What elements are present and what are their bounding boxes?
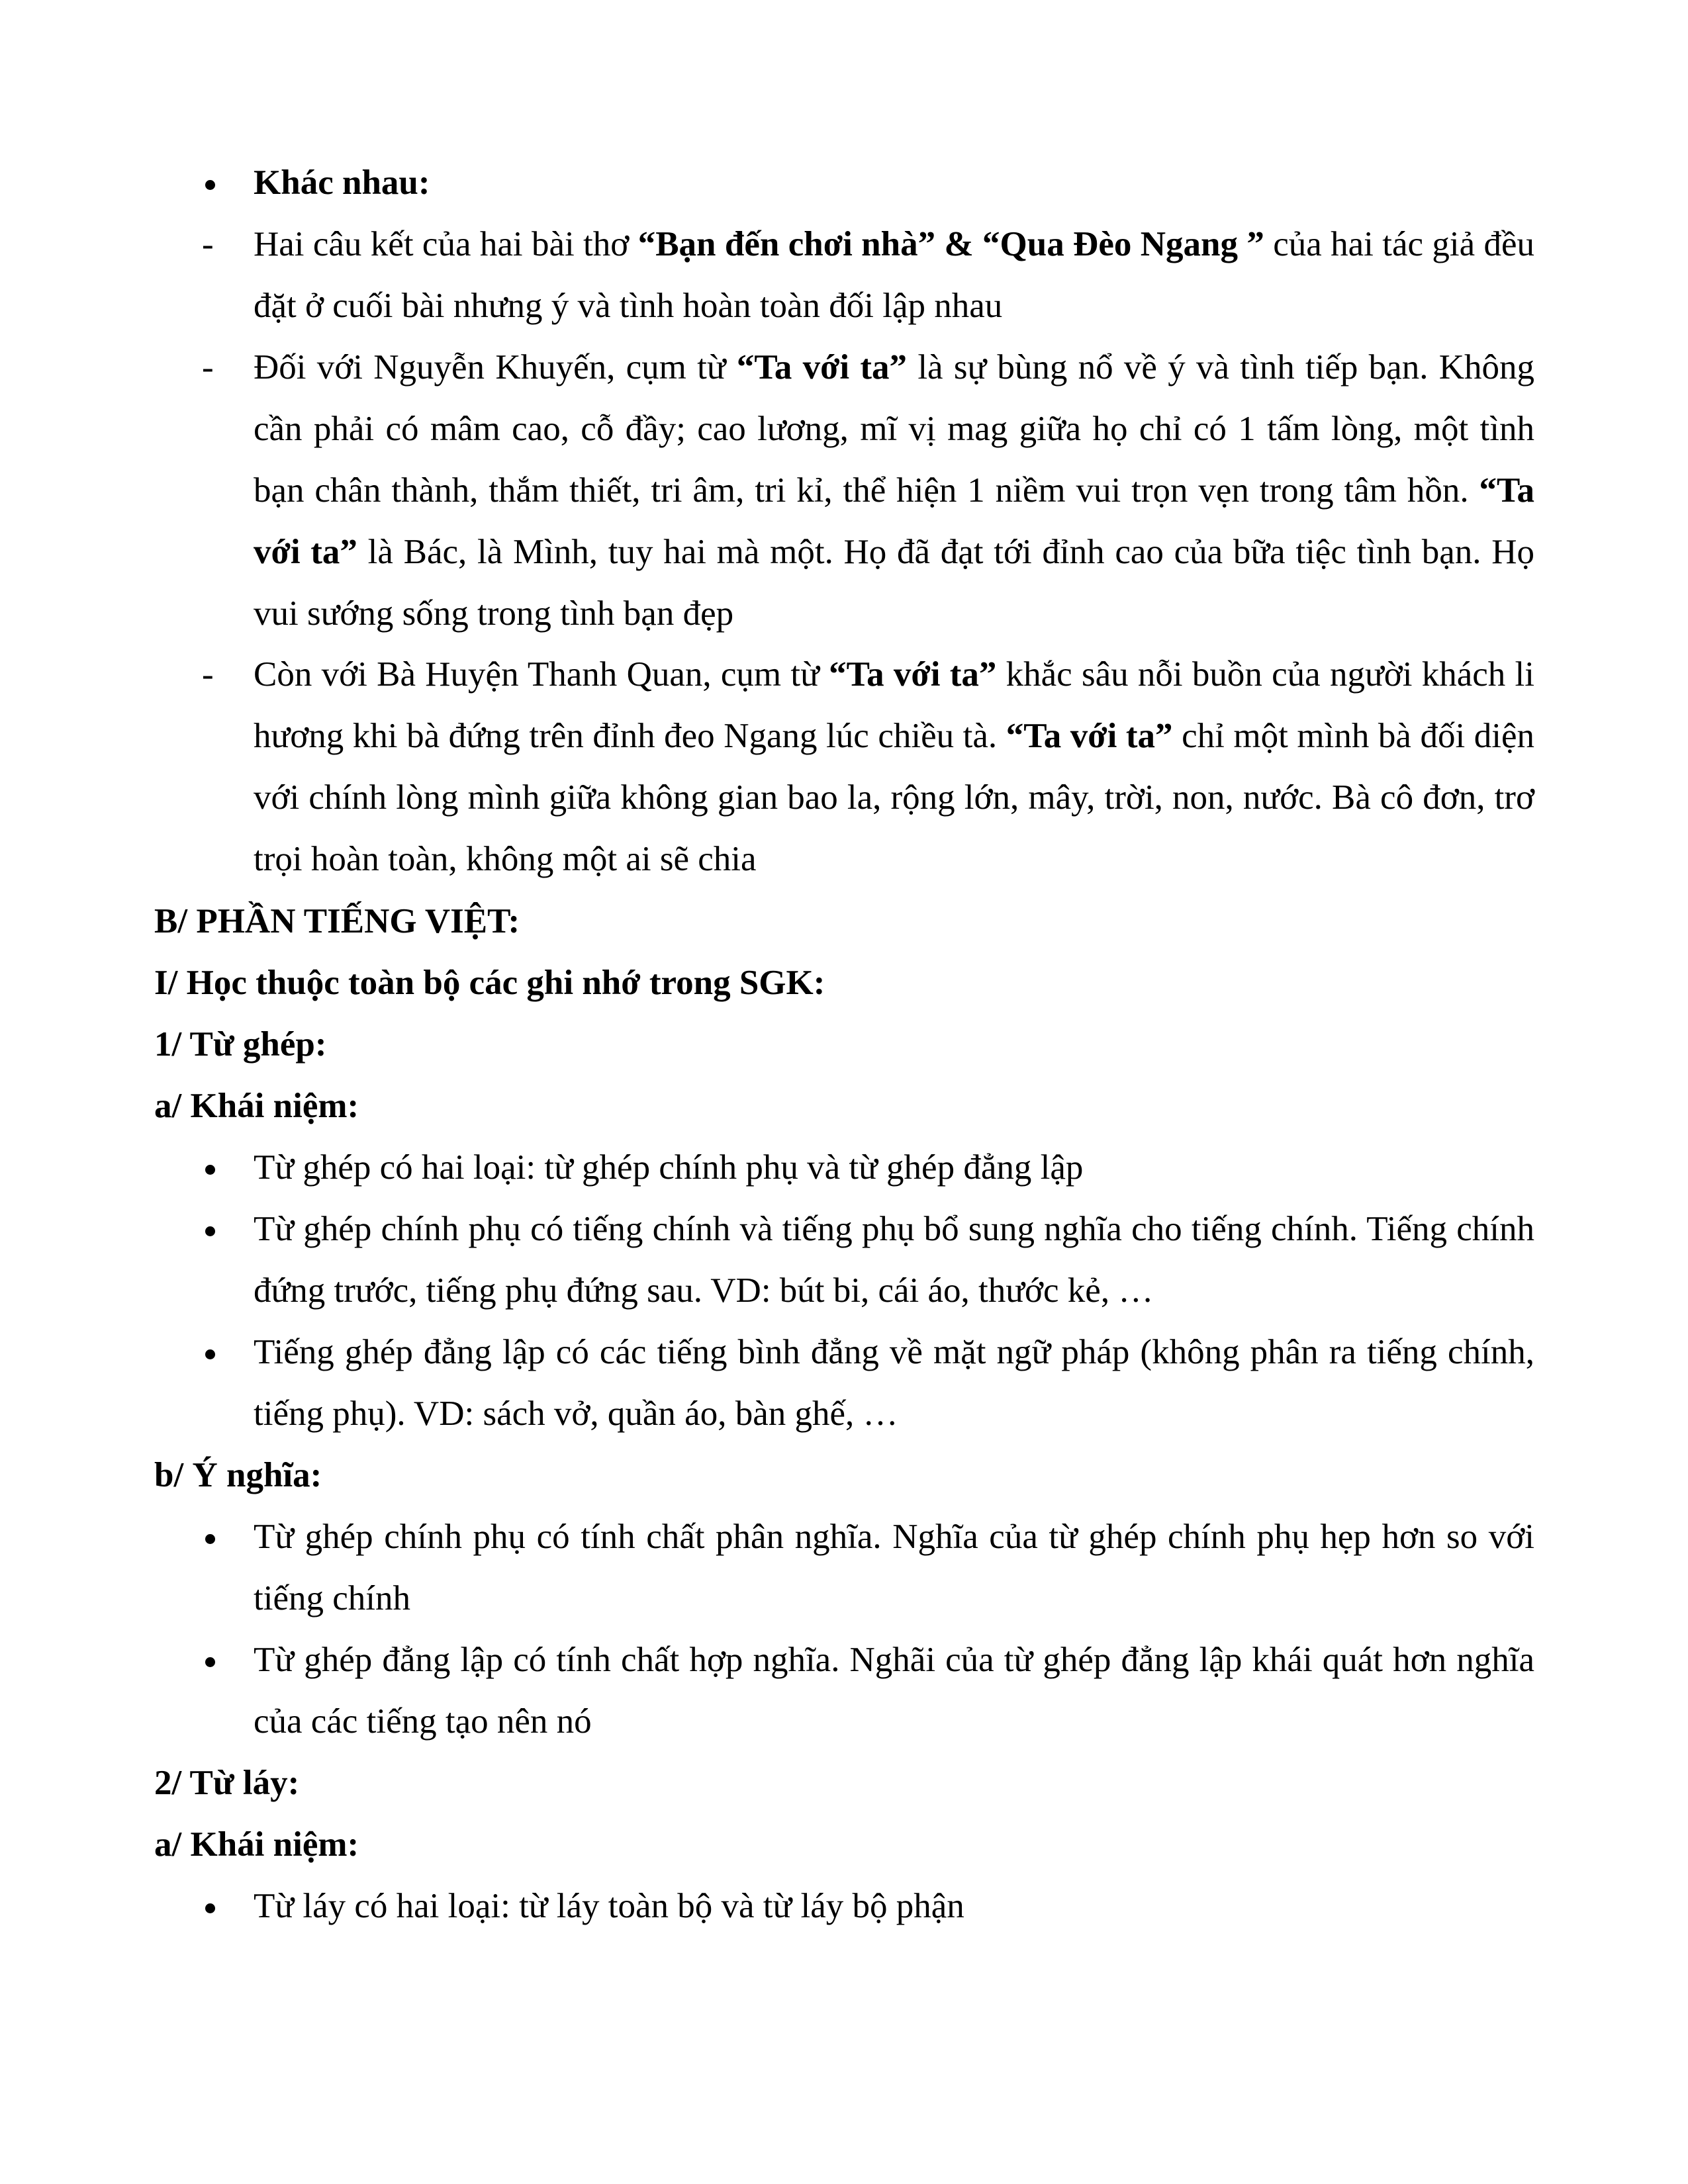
paragraph-text: Hai câu kết của hai bài thơ bbox=[254, 225, 638, 263]
bullet-icon bbox=[205, 180, 215, 190]
phrase-ta-voi-ta: “Ta với ta” bbox=[829, 655, 997, 694]
bullet-icon bbox=[205, 1349, 215, 1359]
heading-y-nghia: b/ Ý nghĩa: bbox=[154, 1456, 322, 1494]
dash-marker: - bbox=[202, 348, 214, 387]
bullet-icon bbox=[205, 1657, 215, 1667]
list-item: Từ ghép chính phụ có tính chất phân nghĩa. Nghĩa của từ ghép chính phụ hẹp hơn so với tiếng chính bbox=[254, 1518, 1534, 1617]
bullet-icon bbox=[205, 1226, 215, 1236]
poem-titles: “Bạn đến chơi nhà” & “Qua Đèo Ngang ” bbox=[637, 225, 1264, 263]
heading-hoc-thuoc: I/ Học thuộc toàn bộ các ghi nhớ trong SGK: bbox=[154, 964, 825, 1002]
list-item: Từ láy có hai loại: từ láy toàn bộ và từ láy bộ phận bbox=[254, 1887, 964, 1925]
heading-tu-ghep: 1/ Từ ghép: bbox=[154, 1025, 327, 1064]
paragraph-two-poems bbox=[254, 214, 1534, 337]
dash-marker: - bbox=[202, 225, 214, 263]
bullet-icon bbox=[205, 1534, 215, 1544]
paragraph-text: của hai tác giả đều đặt ở cuối bài nhưng ý và tình hoàn toàn đối lập nhau bbox=[254, 225, 1535, 325]
paragraph-text: Còn với Bà Huyện Thanh Quan, cụm từ bbox=[254, 655, 829, 694]
paragraph-text: Đối với Nguyễn Khuyến, cụm từ bbox=[254, 348, 737, 387]
phrase-ta-voi-ta: “Ta với ta” bbox=[1006, 717, 1173, 755]
paragraph-text: là Bác, là Mình, tuy hai mà một. Họ đã đạt tới đỉnh cao của bữa tiệc tình bạn. Họ vui sướng sống trong tình bạn đẹp bbox=[254, 533, 1534, 633]
heading-khac-nhau: Khác nhau: bbox=[254, 163, 430, 202]
heading-tu-lay: 2/ Từ láy: bbox=[154, 1764, 300, 1802]
list-item: Từ ghép đẳng lập có tính chất hợp nghĩa. Nghãi của từ ghép đẳng lập khái quát hơn nghĩa của các tiếng tạo nên nó bbox=[254, 1641, 1534, 1741]
phrase-ta-voi-ta: “Ta với ta” bbox=[736, 348, 908, 387]
bullet-icon bbox=[205, 1903, 215, 1913]
phrase-ta-voi-ta: “Ta với ta” bbox=[254, 471, 1534, 571]
list-item: Từ ghép chính phụ có tiếng chính và tiếng phụ bổ sung nghĩa cho tiếng chính. Tiếng chính đứng trước, tiếng phụ đứng sau. VD: bút bi, cái áo, thước kẻ, … bbox=[254, 1210, 1534, 1310]
list-item: Tiếng ghép đẳng lập có các tiếng bình đẳng về mặt ngữ pháp (không phân ra tiếng chính, tiếng phụ). VD: sách vở, quần áo, bàn ghế, … bbox=[254, 1333, 1534, 1433]
list-item: Từ ghép có hai loại: từ ghép chính phụ và từ ghép đẳng lập bbox=[254, 1148, 1084, 1187]
paragraph-text: khắc sâu nỗi buồn của người khách li hương khi bà đứng trên đỉnh đeo Ngang lúc chiều tà. bbox=[254, 655, 1534, 755]
paragraph-text: chỉ một mình bà đối diện với chính lòng mình giữa không gian bao la, rộng lớn, mây, trời, non, nước. Bà cô đơn, trơ trọi hoàn toàn, không một ai sẽ chia bbox=[254, 717, 1534, 878]
bullet-icon bbox=[205, 1165, 215, 1175]
heading-phan-tieng-viet: B/ PHẦN TIẾNG VIỆT: bbox=[154, 902, 520, 940]
paragraph-nguyen-khuyen bbox=[254, 337, 1534, 645]
heading-khai-niem: a/ Khái niệm: bbox=[154, 1087, 359, 1125]
dash-marker: - bbox=[202, 655, 214, 694]
paragraph-text: là sự bùng nổ về ý và tình tiếp bạn. Không cần phải có mâm cao, cỗ đầy; cao lương, mĩ vị mag giữa họ chỉ có 1 tấm lòng, một tình bạn chân thành, thắm thiết, tri âm, tri kỉ, thể hiện 1 niềm vui trọn vẹn trong tâm hồn. bbox=[254, 348, 1534, 510]
paragraph-ba-huyen-thanh-quan bbox=[254, 644, 1534, 890]
heading-khai-niem: a/ Khái niệm: bbox=[154, 1825, 359, 1864]
